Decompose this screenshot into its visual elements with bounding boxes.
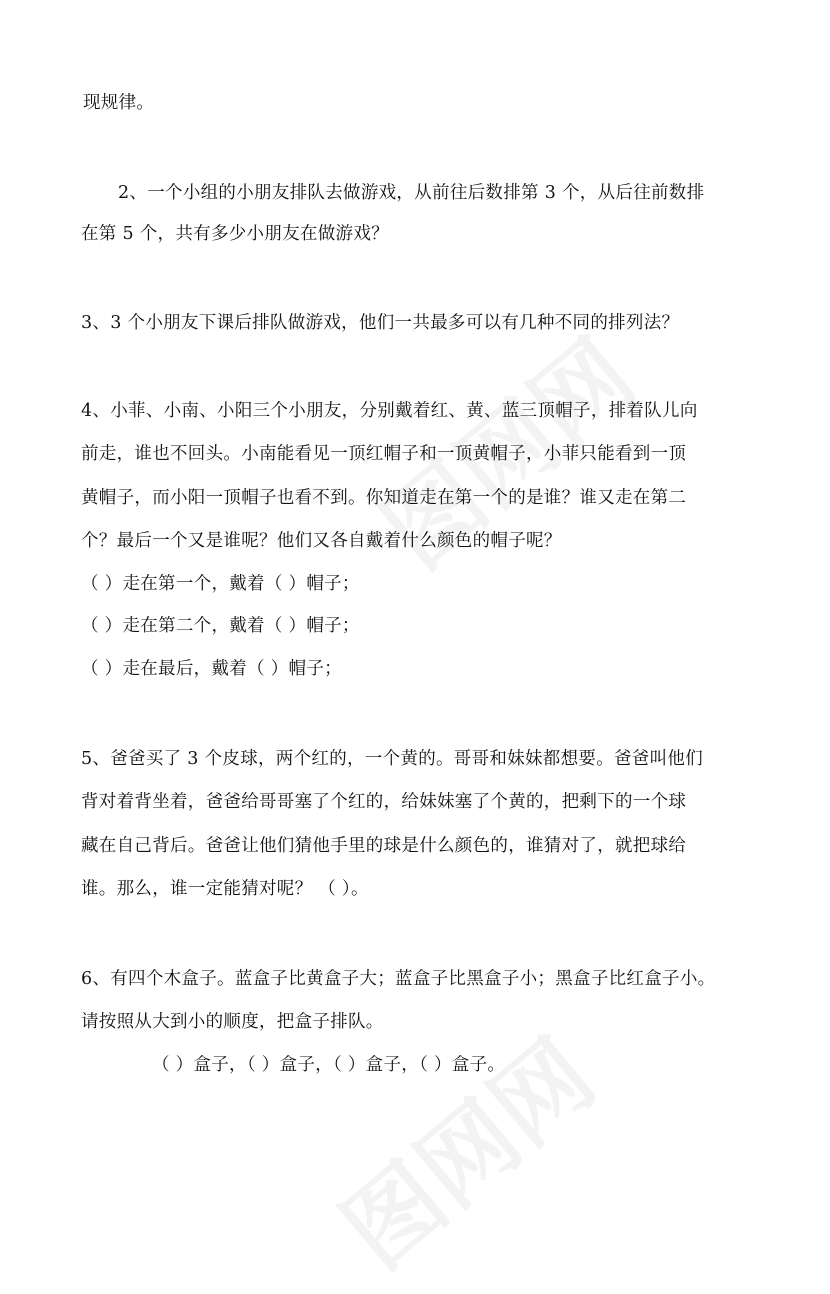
- question-2-line: 2、一个小组的小朋友排队去做游戏，从前往后数排第 3 个，从后往前数排: [118, 183, 705, 203]
- question-5-line: 藏在自己背后。爸爸让他们猜他手里的球是什么颜色的，谁猜对了，就把球给: [81, 836, 687, 856]
- question-4-line: 前走，谁也不回头。小南能看见一顶红帽子和一顶黄帽子，小菲只能看到一顶: [81, 444, 687, 464]
- answer-blank-line: （ ）走在第二个，戴着（ ）帽子；: [81, 616, 360, 636]
- text-line: 现规律。: [83, 93, 155, 113]
- question-5-line: 5、爸爸买了 3 个皮球，两个红的，一个黄的。哥哥和妹妹都想要。爸爸叫他们: [81, 749, 703, 769]
- question-5-line: 背对着背坐着，爸爸给哥哥塞了个红的，给妹妹塞了个黄的，把剩下的一个球: [81, 792, 687, 812]
- watermark: [310, 1003, 619, 1293]
- question-5-line: 谁。那么，谁一定能猜对呢？ （ ）。: [81, 879, 369, 899]
- answer-blank-line: （ ）走在最后，戴着（ ）帽子；: [81, 659, 342, 679]
- question-2-line: 在第 5 个，共有多少小朋友在做游戏？: [81, 224, 389, 244]
- question-4-line: 黄帽子，而小阳一顶帽子也看不到。你知道走在第一个的是谁？谁又走在第二: [81, 488, 687, 508]
- answer-blank-line: （ ）走在第一个，戴着（ ）帽子；: [81, 574, 360, 594]
- question-4-line: 个？最后一个又是谁呢？他们又各自戴着什么颜色的帽子呢？: [81, 531, 562, 551]
- answer-blank-line: （ ）盒子，（ ）盒子，（ ）盒子，（ ）盒子。: [152, 1055, 506, 1075]
- question-3-line: 3、3 个小朋友下课后排队做游戏，他们一共最多可以有几种不同的排列法？: [81, 313, 680, 333]
- question-4-line: 4、小菲、小南、小阳三个小朋友，分别戴着红、黄、蓝三顶帽子，排着队儿向: [81, 401, 698, 421]
- question-6-line: 6、有四个木盒子。蓝盒子比黄盒子大；蓝盒子比黑盒子小；黑盒子比红盒子小。: [81, 969, 716, 989]
- question-6-line: 请按照从大到小的顺度，把盒子排队。: [81, 1012, 384, 1032]
